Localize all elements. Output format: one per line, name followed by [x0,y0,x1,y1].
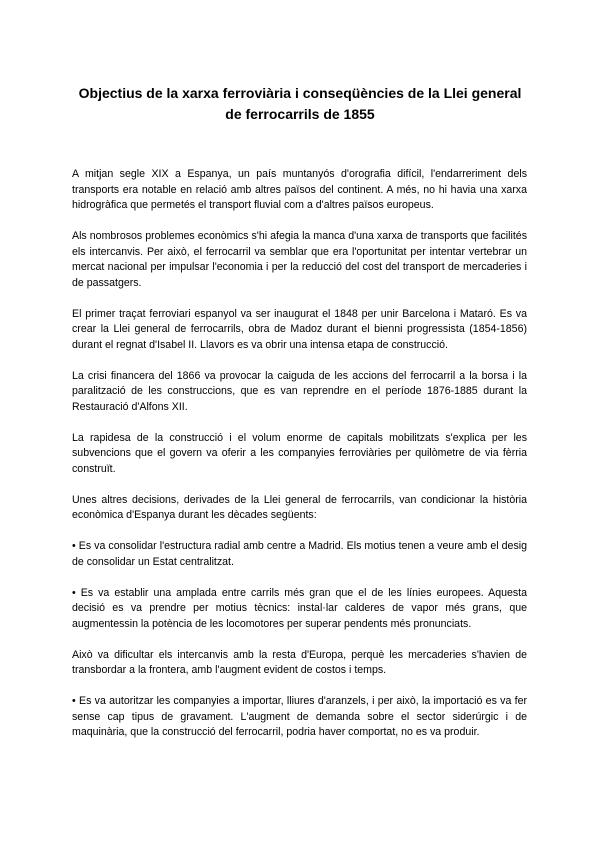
document-body [72,167,527,756]
document-title-line-1: Objectius de la xarxa ferroviària i conseqüències de la Llei general [78,85,522,101]
bullet-radial-structure: • Es va consolidar l'estructura radial amb centre a Madrid. Els motius tenen a veure amb el desig de consolidar un Estat centralitzat. [72,540,527,568]
paragraph-first-line: El primer traçat ferroviari espanyol va ser inaugurat el 1848 per unir Barcelona i Mataró. Es va crear la Llei general de ferrocarrils, obra de Madoz durant el bienni progressista (1854-1856) durant el regnat d'Isabel II. Llavors es va obrir una intensa etapa de construcció. [72,307,527,351]
document-title-line-2: de ferrocarrils de 1855 [225,106,375,122]
paragraph-crisis: La crisi financera del 1866 va provocar la caiguda de les accions del ferrocarril a la borsa i la paralització de les construccions, que es van reprendre en el període 1876-1885 durant la Restauració d'Alfons XII. [72,369,527,413]
paragraph-decisions: Unes altres decisions, derivades de la Llei general de ferrocarrils, van condicionar la història econòmica d'Espanya durant les dècades següents: [72,493,527,521]
paragraph-exchange-difficulty: Això va dificultar els intercanvis amb la resta d'Europa, perquè les mercaderies s'havien de transbordar a la frontera, amb l'augment evident de costos i temps. [72,648,527,676]
paragraph-intro: A mitjan segle XIX a Espanya, un país muntanyós d'orografia difícil, l'endarreriment dels transports era notable en relació amb altres països del continent. A més, no hi havia una xarxa hidrogràfica que permetés el transport fluvial com a d'altres països europeus. [72,168,527,211]
paragraph-speed: La rapidesa de la construcció i el volum enorme de capitals mobilitzats s'explica per les subvencions que el govern va oferir a les companyies ferroviàries per quilòmetre de via fèrria construït. [72,431,527,475]
paragraph-problems: Als nombrosos problemes econòmics s'hi afegia la manca d'una xarxa de transports que facilités els intercanvis. Per això, el ferrocarril va semblar que era l'oportunitat per intentar vertebrar un mercat nacional per impulsar l'economia i per la reducció del cost del transport de mercaderies i de passatgers. [72,230,527,289]
document-title [60,83,540,125]
bullet-track-gauge: • Es va establir una amplada entre carrils més gran que el de les línies europees. Aquesta decisió es va prendre per motius tècnics: instal·lar calderes de vapor més grans, que augmentessin la potència de les locomotores per superar pendents més pronunciats. [72,586,527,630]
bullet-imports: • Es va autoritzar les companyies a importar, lliures d'aranzels, i per això, la importació es va fer sense cap tipus de gravament. L'augment de demanda sobre el sector siderúrgic i de maquinària, que la construcció del ferrocarril, podria haver comportat, no es va produir. [72,695,527,738]
